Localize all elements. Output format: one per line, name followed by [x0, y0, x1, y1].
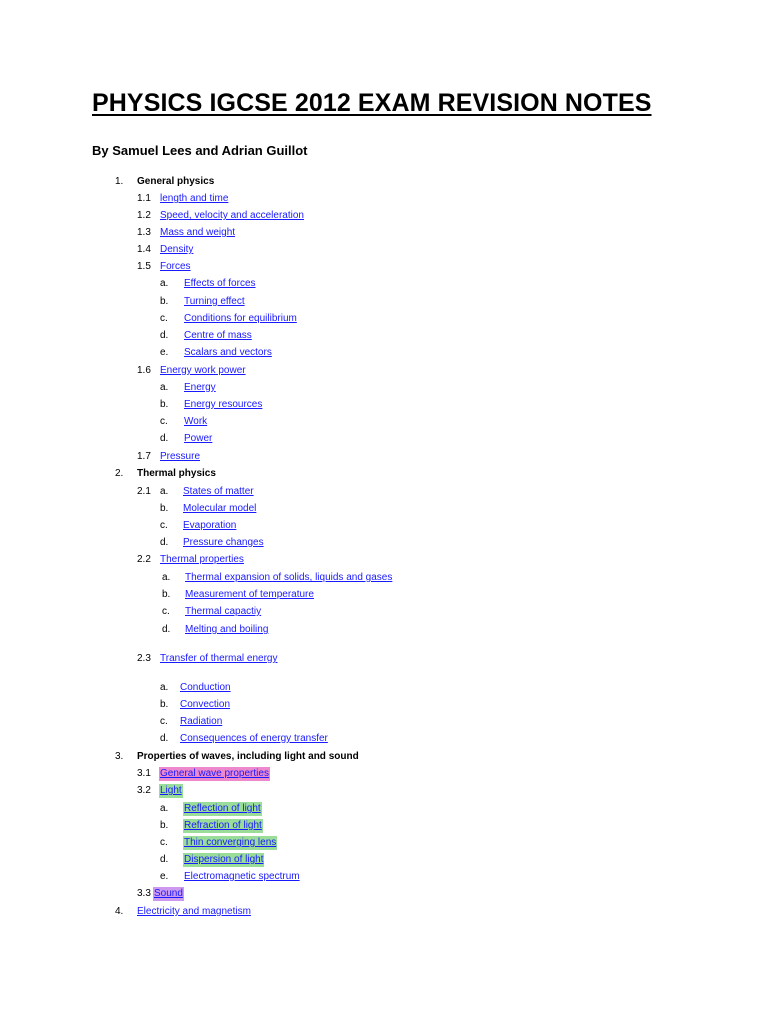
toc-link-consequences-of-energy-transfer[interactable]: Consequences of energy transfer [180, 733, 328, 744]
toc-link-centre-of-mass[interactable]: Centre of mass [184, 330, 252, 341]
toc-link-convection[interactable]: Convection [180, 699, 231, 710]
toc-link-effects-of-forces[interactable]: Effects of forces [184, 278, 256, 289]
toc-link-thermal-expansion[interactable]: Thermal expansion of solids, liquids and gases [185, 572, 393, 583]
toc-link-radiation[interactable]: Radiation [180, 716, 223, 727]
toc-link-energy[interactable]: Energy [184, 382, 216, 393]
toc-link-energy-work-power[interactable]: Energy work power [160, 365, 246, 376]
toc-link-energy-resources[interactable]: Energy resources [184, 399, 263, 410]
toc-number: 2.3 [137, 653, 151, 664]
toc-link-measurement-of-temperature[interactable]: Measurement of temperature [185, 589, 314, 600]
toc-letter: b. [160, 399, 169, 410]
toc-number: 3.3 [137, 888, 151, 899]
toc-link-turning-effect[interactable]: Turning effect [184, 296, 245, 307]
toc-link-speed-velocity[interactable]: Speed, velocity and acceleration [160, 210, 304, 221]
toc-letter: a. [160, 803, 169, 814]
toc-letter: c. [160, 716, 168, 727]
toc-link-thermal-properties[interactable]: Thermal properties [160, 554, 244, 565]
toc-link-conduction[interactable]: Conduction [180, 682, 231, 693]
toc-link-light[interactable]: Light [160, 785, 182, 796]
toc-letter: d. [160, 433, 169, 444]
toc-link-power[interactable]: Power [184, 433, 213, 444]
toc-link-forces[interactable]: Forces [160, 261, 191, 272]
toc-letter: b. [160, 296, 169, 307]
toc-number: 1.6 [137, 365, 151, 376]
document-title: PHYSICS IGCSE 2012 EXAM REVISION NOTES [92, 89, 652, 117]
toc-section-title: General physics [137, 176, 215, 187]
toc-number: 2.2 [137, 554, 151, 565]
toc-link-reflection-of-light[interactable]: Reflection of light [184, 803, 261, 814]
toc-link-conditions-for-equilibrium[interactable]: Conditions for equilibrium [184, 313, 297, 324]
toc-letter: c. [162, 606, 170, 617]
toc-letter: b. [160, 699, 169, 710]
toc-link-refraction-of-light[interactable]: Refraction of light [184, 820, 262, 831]
toc-number: 3. [115, 751, 124, 762]
toc-link-sound[interactable]: Sound [154, 888, 183, 899]
toc-letter: d. [160, 330, 169, 341]
toc-link-states-of-matter[interactable]: States of matter [183, 486, 254, 497]
toc-link-scalars-and-vectors[interactable]: Scalars and vectors [184, 347, 272, 358]
toc-link-melting-and-boiling[interactable]: Melting and boiling [185, 624, 269, 635]
toc-section-title: Properties of waves, including light and sound [137, 751, 359, 762]
toc-number: 1.4 [137, 244, 151, 255]
toc-number: 1.1 [137, 193, 151, 204]
toc-link-thermal-capacity[interactable]: Thermal capactiy [185, 606, 262, 617]
toc-link-density[interactable]: Density [160, 244, 194, 255]
toc-letter: d. [160, 537, 169, 548]
toc-letter: d. [162, 624, 171, 635]
toc-letter: b. [162, 589, 171, 600]
toc-letter: c. [160, 837, 168, 848]
toc-letter: a. [160, 486, 169, 497]
toc-number: 1.2 [137, 210, 151, 221]
toc-number: 1. [115, 176, 124, 187]
toc-number: 4. [115, 906, 124, 917]
toc-link-mass-and-weight[interactable]: Mass and weight [160, 227, 236, 238]
toc-link-dispersion-of-light[interactable]: Dispersion of light [184, 854, 264, 865]
document-authors: By Samuel Lees and Adrian Guillot [92, 143, 308, 158]
toc-letter: d. [160, 854, 169, 865]
toc-link-work[interactable]: Work [184, 416, 208, 427]
toc-number: 3.2 [137, 785, 151, 796]
toc-number: 2. [115, 468, 124, 479]
toc-number: 3.1 [137, 768, 151, 779]
toc-number: 2.1 [137, 486, 151, 497]
toc-letter: e. [160, 871, 169, 882]
toc-letter: c. [160, 313, 168, 324]
toc-letter: a. [160, 682, 169, 693]
toc-link-electricity-and-magnetism[interactable]: Electricity and magnetism [137, 906, 251, 917]
toc-number: 1.7 [137, 451, 151, 462]
toc-link-general-wave-properties[interactable]: General wave properties [160, 768, 269, 779]
toc-link-molecular-model[interactable]: Molecular model [183, 503, 257, 514]
toc-letter: c. [160, 520, 168, 531]
toc-number: 1.3 [137, 227, 151, 238]
toc-letter: c. [160, 416, 168, 427]
toc-link-thin-converging-lens[interactable]: Thin converging lens [184, 837, 277, 848]
toc-letter: e. [160, 347, 169, 358]
toc-letter: a. [160, 278, 169, 289]
toc-link-transfer-of-thermal-energy[interactable]: Transfer of thermal energy [160, 653, 278, 664]
toc-letter: a. [160, 382, 169, 393]
toc-letter: a. [162, 572, 171, 583]
toc-letter: b. [160, 503, 169, 514]
toc-link-pressure[interactable]: Pressure [160, 451, 201, 462]
toc-number: 1.5 [137, 261, 151, 272]
toc-link-length-and-time[interactable]: length and time [160, 193, 229, 204]
toc-link-electromagnetic-spectrum[interactable]: Electromagnetic spectrum [184, 871, 300, 882]
toc-link-evaporation[interactable]: Evaporation [183, 520, 237, 531]
toc-link-pressure-changes[interactable]: Pressure changes [183, 537, 264, 548]
toc-letter: d. [160, 733, 169, 744]
toc-letter: b. [160, 820, 169, 831]
toc-section-title: Thermal physics [137, 468, 216, 479]
